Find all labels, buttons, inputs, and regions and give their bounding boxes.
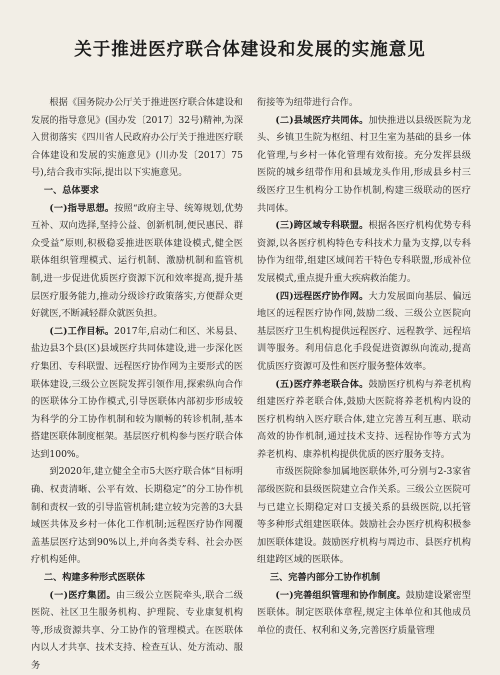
document-title: 关于推进医疗联合体建设和发展的实施意见 xyxy=(74,40,426,60)
paragraph-lead: (三)跨区域专科联盟。 xyxy=(275,220,369,232)
body-paragraph xyxy=(257,217,471,287)
body-paragraph xyxy=(257,376,471,464)
paragraph-text: 市级医院除参加属地医联体外,可分别与2-3家省部级医院和县级医院建立合作关系。三级公立医院可与已建立长期稳定对口支援关系的县级医院,以托管等多种形式组建医联体。鼓励社会办医疗机构积极参加医联体建设。鼓励医疗机构与周边市、县医疗机构组建跨区域的医联体。 xyxy=(257,466,471,566)
body-paragraph xyxy=(257,94,471,112)
paragraph-lead: (一)指导思想。 xyxy=(49,202,115,214)
body-paragraph xyxy=(31,200,243,323)
paragraph-text: 加快推进以县级医院为龙头、乡镇卫生院为枢纽、村卫生室为基础的县乡一体化管理,与乡村一体化管理有效衔接。充分发挥县级医院的城乡纽带作用和县域龙头作用,形成县乡村三级医疗卫生机构分工协作机制,构建三级联动的医疗共同体。 xyxy=(257,114,472,214)
paragraph-text: 2017年,启动仁和区、米易县、盐边县3个县(区)县域医疗共同体建设,进一步深化医疗集团、专科联盟、远程医疗协作网为主要形式的医联体建设,三级公立医院发挥引领作用,探索纵向合作的医联体分工协作模式,引导医联体内部初步形成较为科学的分工协作机制和较为顺畅的转诊机制,基本搭建医联体制度框架。基层医疗机构参与医疗联合体达到100%。 xyxy=(31,325,243,460)
paragraph-text: 按照“政府主导、统筹规划,优势互补、双向选择,坚持公益、创新机制,便民惠民、群众受益”原则,积极稳妥推进医联体建设模式,健全医联体组织管理模式、运行机制、激励机制和监管机制,进一步促进优质医疗资源下沉和效率提高,提升基层医疗服务能力,推动分级诊疗政策落实,方便群众更好就医,不断减轻群众就医负担。 xyxy=(31,202,243,320)
paragraph-lead: (二)县域医疗共同体。 xyxy=(275,114,369,126)
body-paragraph xyxy=(31,94,243,182)
right-column xyxy=(257,94,471,639)
paragraph-text: 鼓励医疗机构与养老机构组建医疗养老联合体,鼓励大医院将养老机构内设的医疗机构纳入医疗联合体,建立完善互利互惠、联动高效的协作机制,通过技术支持、远程协作等方式为养老机构、康养机构提供优质的医疗服务支持。 xyxy=(257,378,472,460)
body-paragraph xyxy=(257,112,471,218)
paragraph-text: 到2020年,建立健全全市5大医疗联合体“目标明确、权责清晰、公平有效、长期稳定”的分工协作机制和责权一致的引导监管机制;建立较为完善的3大县域医共体及乡村一体化工作机制;远程医疗协作网覆盖基层医疗达到90%以上,并向各类专科、社会办医疗机构延伸。 xyxy=(31,466,243,566)
paragraph-text: 根据《国务院办公厅关于推进医疗联合体建设和发展的指导意见》(国办发〔2017〕32号)精神,为深入贯彻落实《四川省人民政府办公厅关于推进医疗联合体建设和发展的实施意见》(川办发〔2017〕75号),结合我市实际,提出以下实施意见。 xyxy=(31,97,243,179)
body-paragraph xyxy=(257,288,471,376)
section-heading: 三、完善内部分工协作机制 xyxy=(269,572,381,584)
paragraph-lead: (四)远程医疗协作网。 xyxy=(275,290,369,302)
paragraph-lead: (一)完善组织管理和协作制度。 xyxy=(275,589,406,601)
body-paragraph xyxy=(31,323,243,464)
paragraph-lead: (一)医疗集团。 xyxy=(49,589,117,601)
paragraph-lead: (五)医疗养老联合体。 xyxy=(275,378,369,390)
paragraph-text: 根据各医疗机构优势专科资源,以各医疗机构特色专科技术力量为支撑,以专科协作为纽带,组建区域间若干特色专科联盟,形成补位发展模式,重点提升重大疾病救治能力。 xyxy=(257,220,472,284)
paragraph-text: 衔接等为纽带进行合作。 xyxy=(257,97,359,108)
section-heading: 二、构建多种形式医联体 xyxy=(43,572,145,584)
paragraph-lead: (二)工作目标。 xyxy=(49,325,115,337)
left-column xyxy=(31,94,243,675)
body-paragraph xyxy=(31,587,243,675)
paragraph-text: 大力发展面向基层、偏远地区的远程医疗协作网,鼓励二级、三级公立医院向基层医疗卫生机构提供远程医疗、远程教学、远程培训等服务。利用信息化手段促进资源纵向流动,提高优质医疗资源可及性和医疗服务整体效率。 xyxy=(257,290,472,372)
paragraph-text: 由三级公立医院牵头,联合二级医院、社区卫生服务机构、护理院、专业康复机构等,形成资源共享、分工协作的管理模式。在医联体内以人才共享、技术支持、检查互认、处方流动、服务 xyxy=(31,589,243,671)
body-paragraph xyxy=(257,463,471,569)
body-paragraph xyxy=(257,587,471,640)
body-paragraph xyxy=(31,463,243,569)
section-heading: 一、总体要求 xyxy=(43,184,99,196)
paragraph-text: 鼓励建设紧密型医联体。制定医联体章程,规定主体单位和其他成员单位的责任、权利和义务,完善医疗质量管理 xyxy=(257,589,471,636)
